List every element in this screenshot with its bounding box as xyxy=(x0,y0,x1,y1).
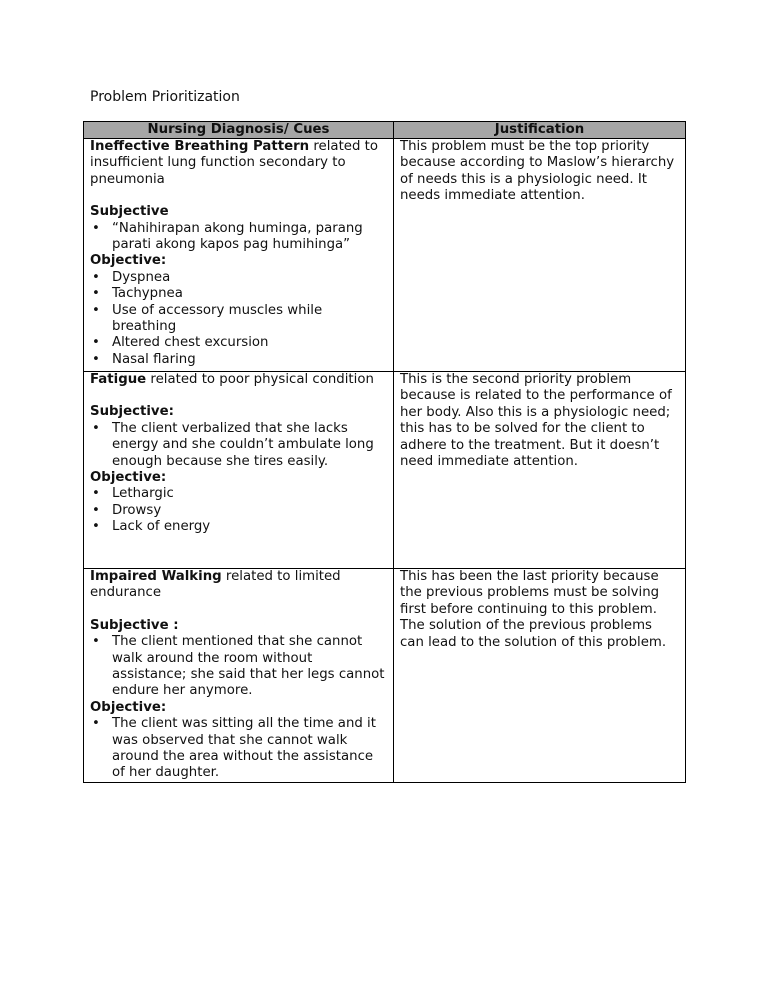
diagnosis-cell xyxy=(84,569,394,783)
prioritization-table xyxy=(83,121,686,783)
list-item: • Tachypnea xyxy=(90,286,388,302)
diagnosis-statement xyxy=(90,372,388,388)
list-item: • “Nahihirapan akong huminga, parang parati akong kapos pag humihinga” xyxy=(90,221,388,254)
list-item: • The client mentioned that she cannot walk around the room without assistance; she said that her legs cannot endure her anymore. xyxy=(90,634,388,700)
justification-cell xyxy=(394,372,686,569)
diagnosis-related: related to poor physical condition xyxy=(146,372,374,387)
diagnosis-related: related to insufficient lung function secondary to pneumonia xyxy=(90,139,378,187)
header-justification: Justification xyxy=(394,122,686,139)
justification-text: This problem must be the top priority because according to Maslow’s hierarchy of needs this is a physiologic need. It needs immediate attention. xyxy=(400,139,675,204)
list-item: • Lethargic xyxy=(90,486,388,502)
diagnosis-cell xyxy=(84,139,394,372)
diagnosis-name: Ineffective Breathing Pattern xyxy=(90,139,310,154)
objective-list xyxy=(90,486,388,535)
list-item: • Nasal flaring xyxy=(90,352,388,368)
list-item: • Drowsy xyxy=(90,503,388,519)
list-item: • The client verbalized that she lacks energy and she couldn’t ambulate long enough because she tires easily. xyxy=(90,421,388,470)
list-item: • The client was sitting all the time and it was observed that she cannot walk around the area without the assistance of her daughter. xyxy=(90,716,388,782)
subjective-list xyxy=(90,221,388,254)
table-row xyxy=(84,372,686,569)
header-nursing-diagnosis: Nursing Diagnosis/ Cues xyxy=(84,122,394,139)
subjective-label: Subjective xyxy=(90,204,169,220)
justification-cell xyxy=(394,569,686,783)
subjective-list xyxy=(90,421,388,470)
subjective-list xyxy=(90,634,388,700)
page-title: Problem Prioritization xyxy=(90,89,240,105)
justification-cell xyxy=(394,139,686,372)
objective-list xyxy=(90,716,388,782)
table-row xyxy=(84,569,686,783)
table-row xyxy=(84,139,686,372)
diagnosis-statement xyxy=(90,569,388,602)
subjective-label: Subjective: xyxy=(90,404,174,420)
diagnosis-statement xyxy=(90,139,388,188)
list-item: • Dyspnea xyxy=(90,270,388,286)
objective-label: Objective: xyxy=(90,470,167,486)
list-item: • Use of accessory muscles while breathing xyxy=(90,303,388,336)
objective-label: Objective: xyxy=(90,253,167,269)
objective-label: Objective: xyxy=(90,699,167,715)
objective-list xyxy=(90,270,388,368)
list-item: • Altered chest excursion xyxy=(90,335,388,351)
table-header-row xyxy=(84,122,686,139)
list-item: • Lack of energy xyxy=(90,519,388,535)
diagnosis-name: Impaired Walking xyxy=(90,569,222,584)
subjective-label: Subjective : xyxy=(90,617,179,633)
diagnosis-related: related to limited endurance xyxy=(90,569,341,601)
justification-text: This has been the last priority because the previous problems must be solving first before continuing to this problem. The solution of the previous problems can lead to the solution of this problem. xyxy=(400,569,667,650)
justification-text: This is the second priority problem because is related to the performance of her body. Also this is a physiologic need; this has to be solved for the client to adhere to the treatment. But it doesn’t need immediate attention. xyxy=(400,372,672,470)
diagnosis-name: Fatigue xyxy=(90,372,147,387)
diagnosis-cell xyxy=(84,372,394,569)
